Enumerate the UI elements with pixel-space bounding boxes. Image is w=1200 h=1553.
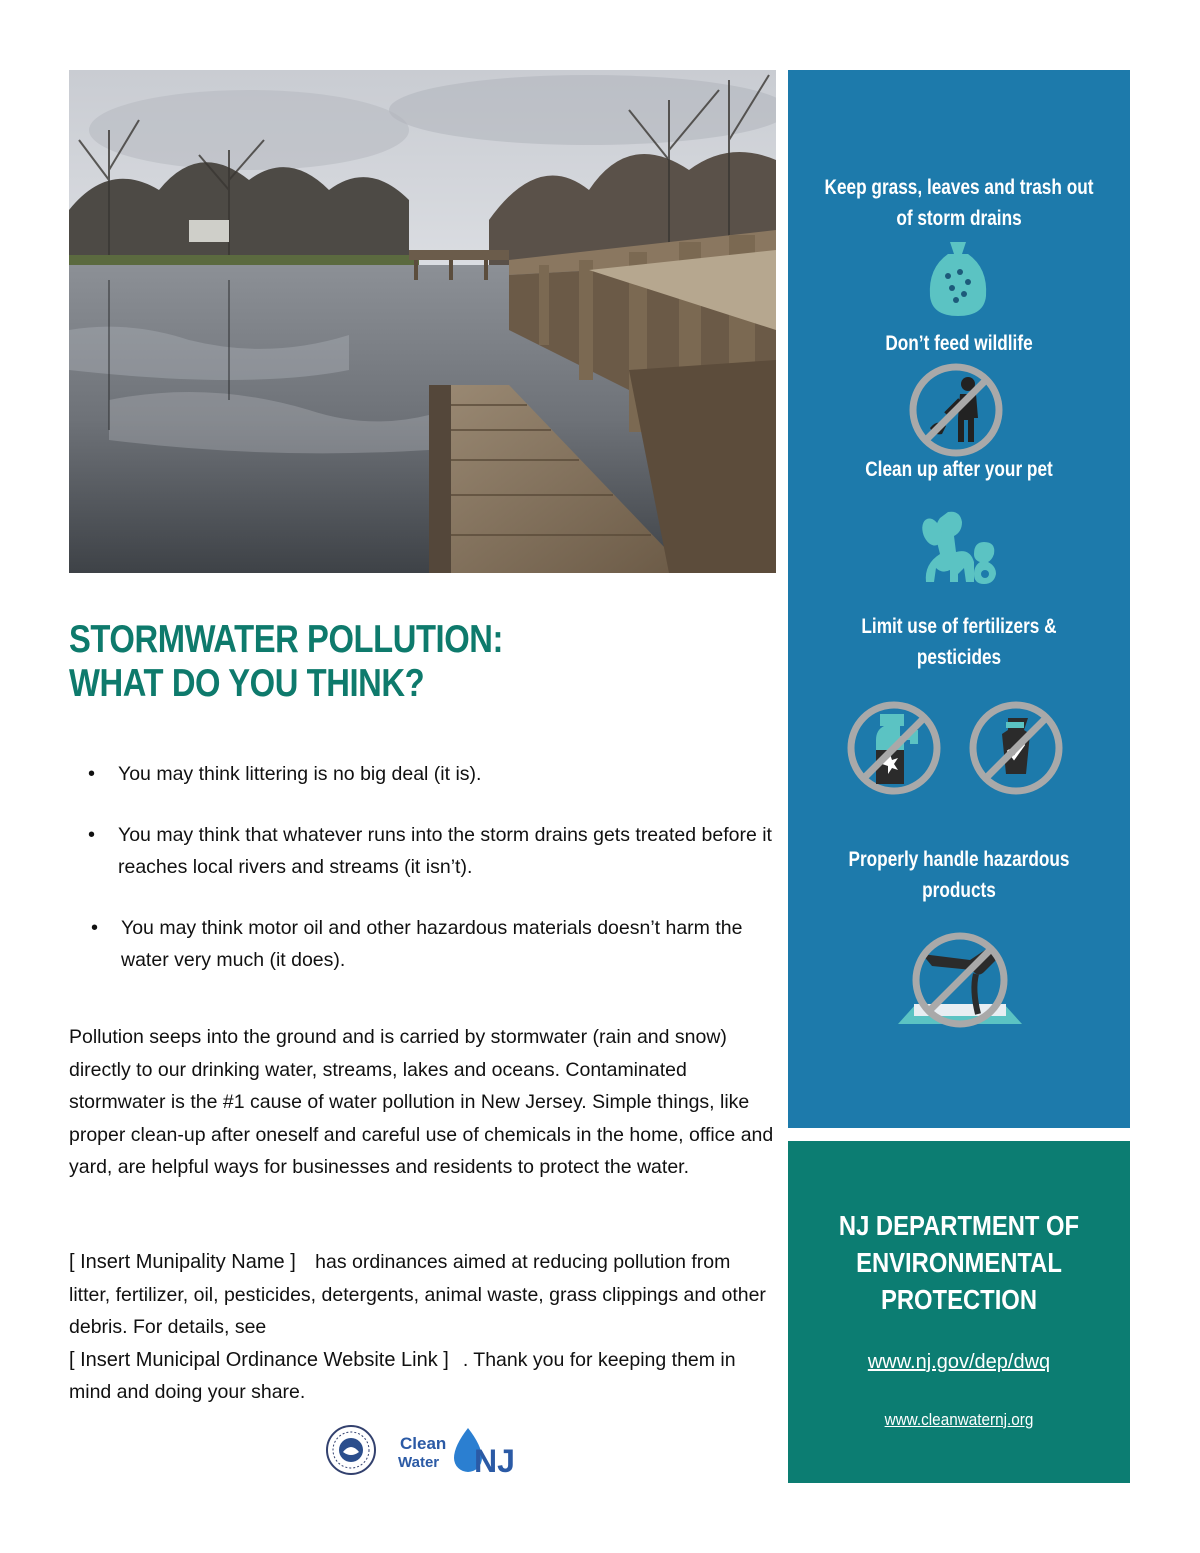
logo-clean-text: Clean — [400, 1434, 447, 1453]
no-oil-dumping-icon — [892, 930, 1028, 1030]
pond-boardwalk-photo — [69, 70, 776, 573]
no-pesticide-icon — [968, 700, 1064, 796]
logo-water-text: Water — [398, 1454, 440, 1471]
ordinance-link-placeholder: [ Insert Municipal Ordinance Website Link ] — [69, 1348, 449, 1371]
no-fertilizer-spray-icon — [846, 700, 942, 796]
list-item: • You may think that whatever runs into the storm drains gets treated before it reaches local rivers and streams (it isn’t). — [88, 819, 778, 883]
list-item: • You may think littering is no big deal (it is). — [88, 758, 778, 790]
title-line-2: WHAT DO YOU THINK? — [69, 662, 425, 705]
tip-storm-drains: Keep grass, leaves and trash out of storm drains — [824, 176, 1094, 230]
bullet-list — [88, 758, 778, 1005]
municipality-placeholder: [ Insert Munipality Name ] — [69, 1251, 296, 1273]
agency-box — [788, 1141, 1130, 1483]
tip-fertilizers: Limit use of fertilizers & pesticides — [861, 615, 1057, 669]
no-feeding-wildlife-icon — [908, 362, 1004, 458]
nj-dep-seal-icon — [327, 1426, 375, 1474]
dep-dwq-link[interactable]: www.nj.gov/dep/dwq — [867, 1351, 1051, 1373]
cleanwater-link[interactable]: www.cleanwaternj.org — [884, 1410, 1034, 1429]
ordinance-text: has ordinances aimed at reducing pollution from litter, fertilizer, oil, pesticides, detergents, animal waste, grass clippings and other debris. For details, see — [69, 1251, 766, 1338]
tip-pet-waste: Clean up after your pet — [865, 458, 1053, 481]
pollution-paragraph: Pollution seeps into the ground and is carried by stormwater (rain and snow) directly to our drinking water, streams, lakes and oceans. Contaminated stormwater is the #1 cause of water pollution in New Jersey. Simple things, like proper clean-up after oneself and careful use of chemicals in the home, office and yard, are helpful ways for businesses and residents to protect the water. — [69, 1026, 774, 1178]
title-line-1: STORMWATER POLLUTION: — [69, 618, 504, 661]
logos — [326, 1420, 526, 1480]
tip-hazardous: Properly handle hazardous products — [848, 848, 1070, 902]
clean-water-nj-logo — [398, 1428, 515, 1479]
dog-waste-bag-icon — [912, 508, 1006, 586]
agency-name: NJ DEPARTMENT OF ENVIRONMENTAL PROTECTION — [838, 1210, 1080, 1315]
ordinance-paragraph — [69, 1246, 769, 1409]
thanks-text: . Thank you for keeping them in mind and doing your share. — [69, 1348, 736, 1403]
page-title — [69, 618, 657, 706]
tips-sidebar — [788, 70, 1130, 1128]
tip-wildlife: Don’t feed wildlife — [885, 332, 1033, 355]
trash-bag-icon — [926, 238, 990, 318]
logo-nj-text: NJ — [474, 1443, 515, 1479]
list-item: • You may think motor oil and other hazardous materials doesn’t harm the water very much (it does). — [91, 912, 778, 976]
